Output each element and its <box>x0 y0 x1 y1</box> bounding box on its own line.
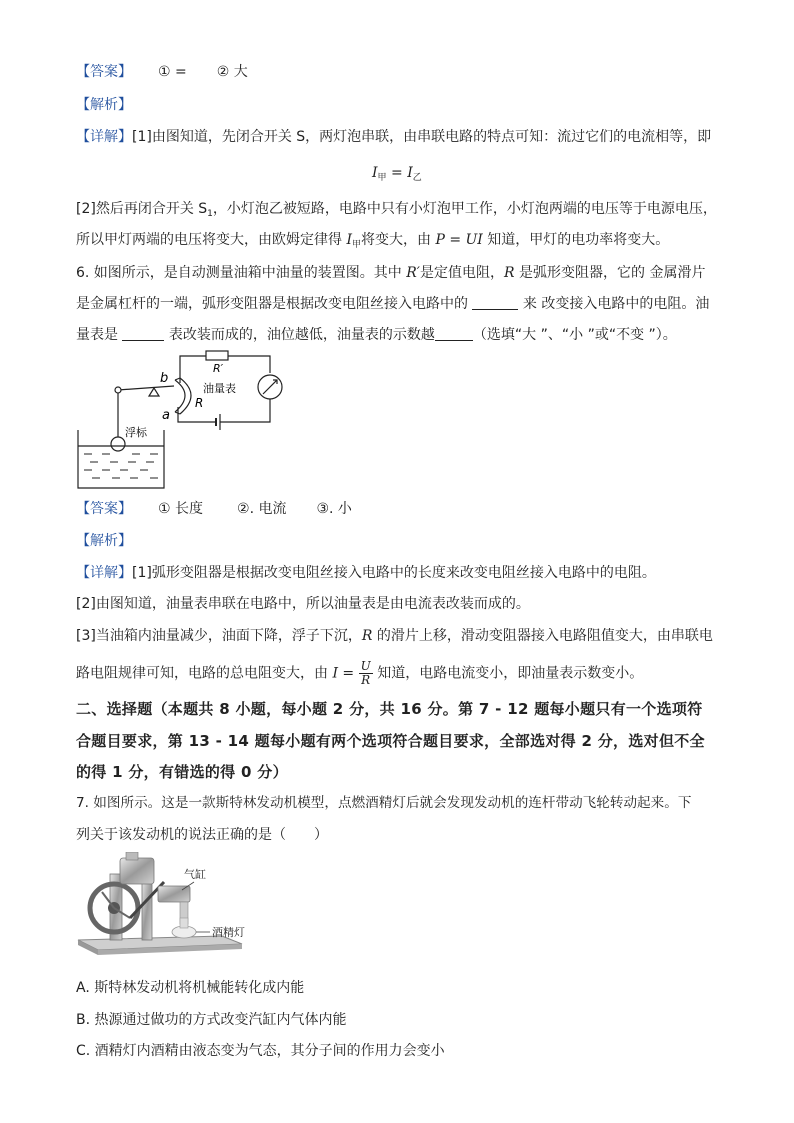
lever-arm <box>118 386 174 390</box>
stirling-engine-figure <box>72 852 262 957</box>
q5-detail-1 <box>76 127 711 147</box>
q6-detail-1: 【详解】[1]弧形变阻器是根据改变电阻丝接入电路中的长度来改变电阻丝接入电路中的电阻。 <box>76 565 656 581</box>
q7-option-b: B. 热源通过做功的方式改变汽缸内气体内能 <box>76 1012 347 1028</box>
q6-answer-1: ① 长度 <box>158 501 204 517</box>
label-cylinder: 气缸 <box>184 868 206 881</box>
q7-stem-1: 7. 如图所示。这是一款斯特林发动机模型，点燃酒精灯后就会发现发动机的连杆带动飞轮转动起来。下 <box>76 795 692 811</box>
blank-3 <box>435 326 473 341</box>
section-2-heading-2: 合题目要求，第 13 - 14 题每小题有两个选项符合题目要求，全部选对得 2 分，选对但不全 <box>76 732 705 750</box>
q6-answer-3: ③. 小 <box>316 501 352 517</box>
fixed-resistor-symbol <box>206 351 228 360</box>
q7-stem-2: 列关于该发动机的说法正确的是（ ） <box>76 827 328 843</box>
section-2-heading-1: 二、选择题（本题共 8 小题，每小题 2 分，共 16 分。第 7 - 12 题每小题只有一个选项符 <box>76 700 703 718</box>
q6-stem-2: 是金属杠杆的一端，弧形变阻器是根据改变电阻丝接入电路中的 来 改变接入电路中的电阻。油 <box>76 296 710 312</box>
q5-detail-tag: 【详解】 <box>76 129 132 145</box>
ohm-law-fraction: $\frac{U}{R}$ <box>360 659 371 687</box>
q6-stem-3: 量表是 表改装而成的，油位越低，油量表的示数越 （选填“大 ”、“小 ”或“不变 ”）。 <box>76 327 677 343</box>
q6-answer-tag: 【答案】 <box>76 501 132 517</box>
q6-answer-row <box>76 499 352 519</box>
label-alcohol-lamp: 酒精灯 <box>212 926 245 939</box>
label-r: R <box>195 396 204 410</box>
blank-1 <box>472 295 518 310</box>
q6-answer-2: ②. 电流 <box>237 501 287 517</box>
q5-detail-3: 所以甲灯两端的电压将变大，由欧姆定律得 $I_甲$将变大，由 P = UI 知道，甲灯的电功率将变大。 <box>76 232 670 250</box>
blank-2 <box>122 326 164 341</box>
q5-answer-1: ① = <box>158 64 187 80</box>
label-a: a <box>162 408 170 423</box>
q5-answer-row <box>76 62 248 82</box>
q6-detail-4: 路电阻规律可知，电路的总电阻变大，由 I = $\frac{U}{R}$ 知道，电路电流变小，即油量表示数变小。 <box>76 659 644 687</box>
label-r-prime: R′ <box>213 362 224 375</box>
q6-detail-2: [2]由图知道，油量表串联在电路中，所以油量表是由电流表改装而成的。 <box>76 596 530 612</box>
q5-detail-2: [2]然后再闭合开关 $S_1$，小灯泡乙被短路，电路中只有小灯泡甲工作，小灯泡两端的电压等于电源电压， <box>76 201 717 219</box>
section-2-heading-3: 的得 1 分，有错选的得 0 分） <box>76 763 288 781</box>
q6-detail-tag: 【详解】 <box>76 565 132 581</box>
q5-formula: $I_甲 = I_乙$ <box>372 165 422 183</box>
oil-gauge-circuit-figure <box>70 350 290 490</box>
q5-detail-1-text: [1]由图知道，先闭合开关 S，两灯泡串联，由串联电路的特点可知：流过它们的电流相等，即 <box>132 129 712 145</box>
q5-answer-2: ② 大 <box>216 64 248 80</box>
float-icon <box>111 437 125 451</box>
label-float: 浮标 <box>125 426 147 439</box>
q6-stem-1: 6. 如图所示，是自动测量油箱中油量的装置图。其中 R′是定值电阻，R 是弧形变阻器，它的 金属滑片 <box>76 265 706 281</box>
q6-detail-3: [3]当油箱内油量减少，油面下降，浮子下沉，R 的滑片上移，滑动变阻器接入电路阻值变大，由串联电 <box>76 628 713 644</box>
q7-option-a: A. 斯特林发动机将机械能转化成内能 <box>76 980 305 996</box>
q5-analysis-tag: 【解析】 <box>76 97 132 113</box>
label-oil-meter: 油量表 <box>203 382 236 395</box>
q6-analysis-tag: 【解析】 <box>76 533 132 549</box>
cylinder <box>158 886 190 902</box>
label-b: b <box>160 371 169 386</box>
arc-resistor-symbol <box>175 380 185 412</box>
q5-answer-tag: 【答案】 <box>76 64 132 80</box>
q7-option-c: C. 酒精灯内酒精由液态变为气态，其分子间的作用力会变小 <box>76 1043 445 1059</box>
